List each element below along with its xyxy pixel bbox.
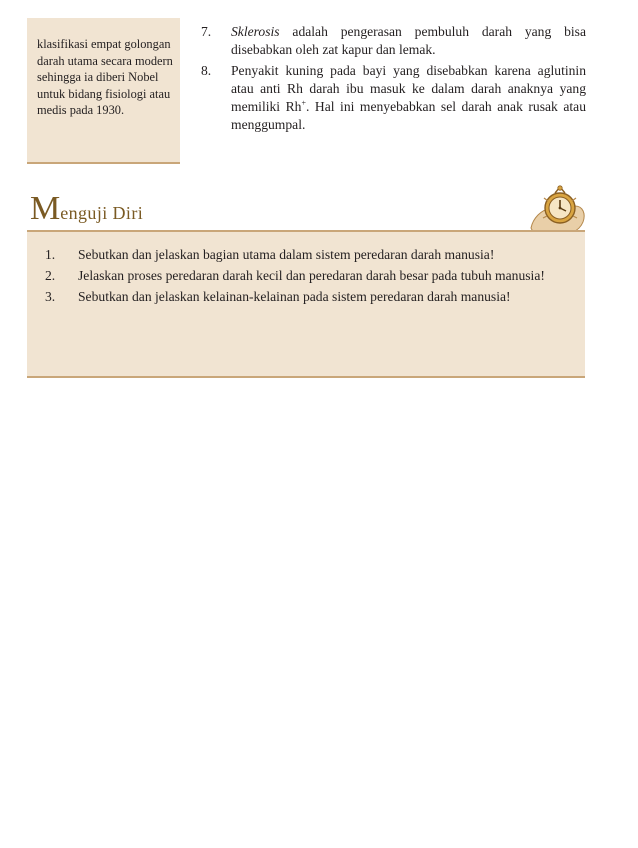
list-number: 7. (201, 24, 212, 39)
section-title-rest: enguji Diri (60, 203, 144, 223)
list-number: 8. (201, 63, 212, 78)
question-text: Jelaskan proses peredaran darah kecil dan peredaran darah besar pada tubuh manusia! (78, 268, 545, 283)
question-number: 2. (45, 268, 56, 283)
question-item (42, 267, 567, 285)
sidebar-note (27, 18, 180, 164)
section-title-initial: M (30, 190, 61, 227)
sidebar-note-text: klasifikasi empat golongan darah utama secara modern sehingga ia diberi Nobel untuk bidang fisiologi atau medis pada 1930. (37, 37, 173, 117)
top-numbered-list (198, 23, 586, 137)
section-title (30, 192, 143, 226)
list-item-text-end: . Hal ini menyebabkan sel darah anak rusak atau menggumpal. (231, 99, 586, 132)
exercise-box (27, 230, 585, 378)
question-text: Sebutkan dan jelaskan bagian utama dalam sistem peredaran darah manusia! (78, 247, 495, 262)
question-text: Sebutkan dan jelaskan kelainan-kelainan pada sistem peredaran darah manusia! (78, 289, 511, 304)
question-item (42, 246, 567, 264)
question-number: 3. (45, 289, 56, 304)
rh-superscript: + (301, 98, 306, 108)
list-item-text: adalah pengerasan pembuluh darah yang bisa disebabkan oleh zat kapur dan lemak. (231, 24, 586, 57)
question-number: 1. (45, 247, 56, 262)
question-item (42, 288, 567, 306)
list-item (198, 23, 586, 59)
term-sklerosis: Sklerosis (231, 24, 280, 39)
list-item (198, 62, 586, 134)
list-item-text: Penyakit kuning pada bayi yang disebabkan karena aglutinin atau anti Rh darah ibu masuk ke dalam darah anaknya yang memiliki Rh (231, 63, 586, 114)
question-list (42, 246, 567, 309)
